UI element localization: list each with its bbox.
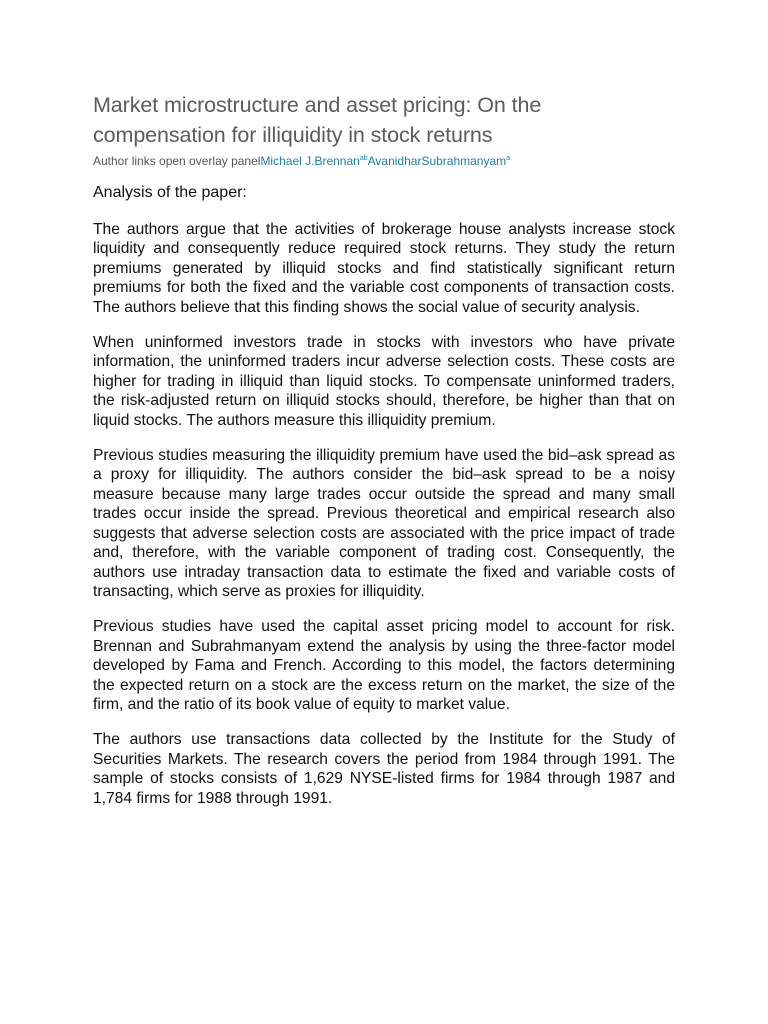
paragraph-2: When uninformed investors trade in stocks with investors who have private information, the uninformed traders incur adverse selection costs. These costs are higher for trading in illiquid than liquid stocks. To compensate uninformed traders, the risk-adjusted return on illiquid stocks should, therefore, be higher than that on liquid stocks. The authors measure this illiquidity premium. [93, 334, 675, 429]
author-affiliation-brennan: ab [359, 155, 368, 162]
paragraph-3: Previous studies measuring the illiquidity premium have used the bid–ask spread as a proxy for illiquidity. The authors consider the bid–ask spread to be a noisy measure because many large trades occur outside the spread and many small trades occur inside the spread. Previous theoretical and empirical research also suggests that adverse selection costs are associated with the price impact of trade and, therefore, with the variable component of trading cost. Consequently, the authors use intraday transaction data to estimate the fixed and variable costs of transacting, which serve as proxies for illiquidity. [93, 447, 675, 600]
author-links-prefix: Author links open overlay panel [93, 154, 261, 168]
author-affiliation-subrahmanyam: a [506, 155, 511, 162]
author-line [93, 152, 675, 170]
document-page [93, 90, 675, 808]
paragraph-4: Previous studies have used the capital asset pricing model to account for risk. Brennan and Subrahmanyam extend the analysis by using the three-factor model developed by Fama and French. According to this model, the factors determining the expected return on a stock are the excess return on the market, the size of the firm, and the ratio of its book value of equity to market value. [93, 618, 675, 713]
paragraph-1: The authors argue that the activities of brokerage house analysts increase stock liquidity and consequently reduce required stock returns. They study the return premiums generated by illiquid stocks and find statistically significant return premiums for both the fixed and the variable cost components of transaction costs. The authors believe that this finding shows the social value of security analysis. [93, 221, 675, 316]
author-link-brennan[interactable]: Michael J.Brennan [260, 154, 360, 168]
author-link-subrahmanyam[interactable]: AvanidharSubrahmanyam [367, 154, 507, 168]
document-title: Market microstructure and asset pricing: On the compensation for illiquidity in stock returns [93, 93, 542, 147]
analysis-heading: Analysis of the paper: [93, 184, 247, 201]
paragraph-5: The authors use transactions data collected by the Institute for the Study of Securities Markets. The research covers the period from 1984 through 1991. The sample of stocks consists of 1,629 NYSE-listed firms for 1984 through 1987 and 1,784 firms for 1988 through 1991. [93, 731, 675, 807]
